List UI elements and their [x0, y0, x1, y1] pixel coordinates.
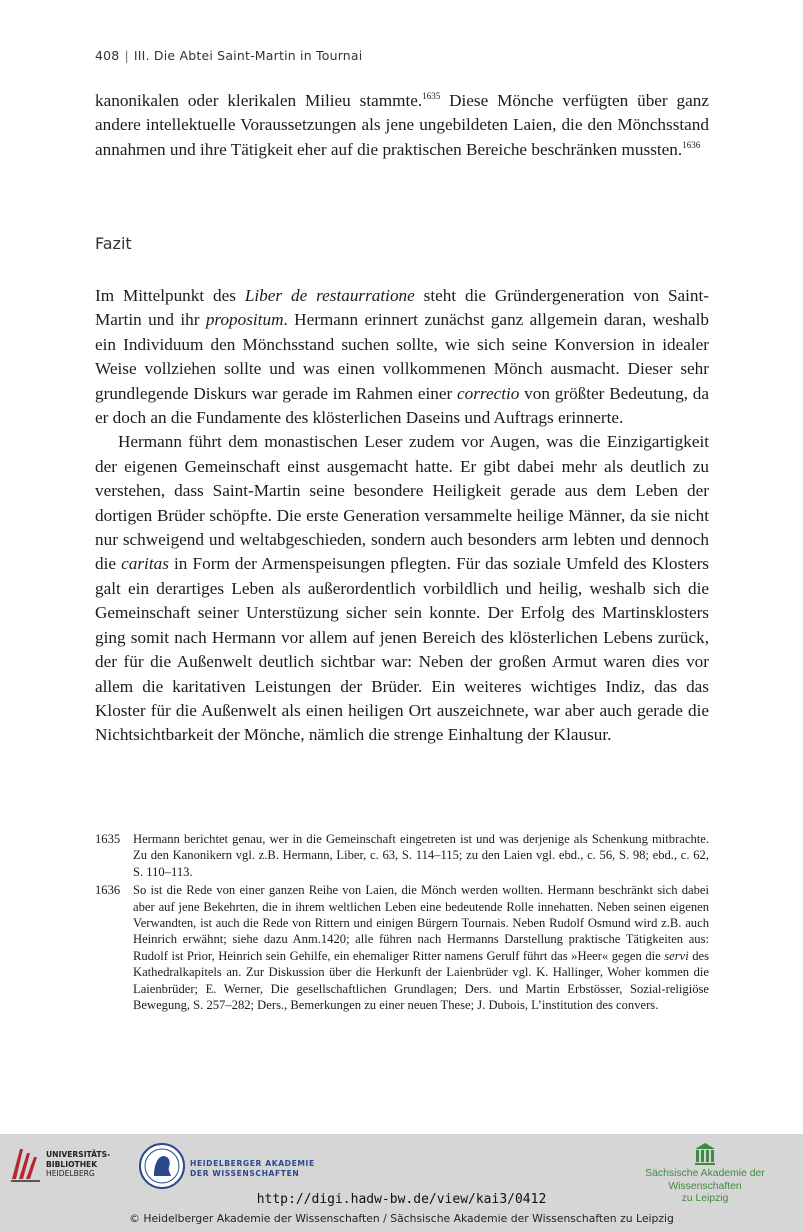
footnote: [95, 882, 709, 1013]
text-run: Im Mittelpunkt des: [95, 286, 245, 305]
footnotes: [95, 831, 709, 1015]
italic-term: correctio: [457, 383, 520, 403]
text-run: steht die Gründergeneration von Saint-Martin und ihr: [95, 286, 710, 330]
footnote-ref-1636[interactable]: 1636: [682, 139, 701, 150]
intro-text-2: Diese Mönche verfügten über ganz andere intellektuelle Voraussetzungen als jene ungebildeten Laien, die den Mönchsstand annahmen und ihre Tätigkeit eher auf die praktischen Bereiche beschränken mussten.: [95, 91, 710, 159]
text-run: von größter Bedeutung, da er doch an die Fundamente des klösterlichen Daseins und Auftrags erinnerte.: [95, 383, 709, 428]
footnote-number: 1635: [95, 832, 121, 846]
hadw-logo[interactable]: [138, 1142, 338, 1194]
footnote-text: [133, 831, 709, 880]
header-separator: |: [124, 48, 129, 63]
italic-term: servi: [664, 948, 689, 963]
footer-bar: [0, 1134, 803, 1232]
saw-building-icon: [694, 1142, 716, 1166]
italic-title: Liber de restaurratione: [244, 286, 415, 305]
ub-line: UNIVERSITÄTS-: [46, 1150, 111, 1159]
academy-seal-icon: [138, 1142, 186, 1190]
text-run: des Kathedralkapitels an. Zur Diskussion über die Herkunft der Laienbrüder vgl. K. Hallinger, Woher kommen die Laienbrüder; E. Werner, Die gesellschaftlichen Grundlagen; Ders. und Martin Erbstösser, Sozial-religiöse Bewegung, S. 257–282; Ders., Bemerkungen zu einer neuen These; J. Dubois, L’institution des convers.: [133, 948, 709, 1013]
chapter-title: III. Die Abtei Saint-Martin in Tournai: [133, 48, 363, 63]
paragraph-2: [95, 430, 709, 747]
hadw-logo-text: [190, 1159, 315, 1179]
copyright-notice: © Heidelberger Akademie der Wissenschaften / Sächsische Akademie der Wissenschaften zu Leipzig: [129, 1212, 674, 1225]
saw-line: zu Leipzig: [681, 1193, 729, 1205]
footnote-number: 1636: [95, 883, 121, 898]
section-heading: Fazit: [95, 234, 132, 253]
ub-logo-text: [46, 1150, 110, 1179]
text-run: Hermann führt dem monastischen Leser zudem vor Augen, was die Einzigartigkeit der eigenen Gemeinschaft einst ausgemacht hatte. Er gibt dabei mehr als deutlich zu verstehen, dass Saint-Martin seine besondere Heiligkeit gerade aus dem Leben der dortigen Brüder schöpfte. Die erste Generation versammelte heilige Männer, da sie nicht nur schweigend und weltabgeschieden, sondern auch besonders arm lebten und dennoch die: [95, 432, 709, 574]
ub-logo-icon: [10, 1143, 44, 1183]
hadw-line: HEIDELBERGER AKADEMIE: [190, 1159, 315, 1168]
footnote-ref-1635[interactable]: 1635: [422, 91, 441, 101]
saw-line: Sächsische Akademie der Wissenschaften: [645, 1168, 765, 1192]
intro-paragraph: [95, 89, 709, 162]
text-run: Hermann berichtet genau, wer in die Gemeinschaft eingetreten ist und was derjenige als Schenkung mitbrachte. Zu den Kanonikern vgl. z.B. Hermann, Liber, c. 63, S. 114–115; zu den Laien vgl. ebd., c. 56, S. 98; ebd., c. 62, S. 110–113.: [133, 832, 709, 879]
running-header: [95, 48, 715, 63]
text-run: So ist die Rede von einer ganzen Reihe von Laien, die Mönch werden wollten. Hermann beschränkt sich dabei aber auf jene Bekehrten, die in ihrem weltlichen Leben eine bedeutende Rolle innehatten. Neben seinen eigenen Verwandten, ist auch die Rede von Rittern und einigen Bürgern Tournais. Neben Rudolf Osmund wird z.B. auch Heinrich erwähnt; siehe dazu Anm.1420; alle führen nach Hermanns Darstellung praktische Tätigkeiten aus: Rudolf ist Prior, Heinrich sein Gehilfe, ein ehemaliger Ritter namens Gerulf führt das »Heer« gegen die: [133, 883, 709, 963]
main-text: [95, 284, 709, 748]
paragraph-1: [95, 284, 709, 430]
ub-line: BIBLIOTHEK: [46, 1159, 98, 1169]
page-number: 408: [95, 48, 120, 63]
footnote-text: [133, 882, 709, 1013]
italic-term: caritas: [121, 554, 169, 574]
footnote: [95, 831, 709, 880]
hadw-line: DER WISSENSCHAFTEN: [190, 1169, 300, 1178]
text-run: . Hermann erinnert zunächst ganz allgemein daran, weshalb ein Individuum den Mönchsstand suchen sollte, wie sich seine Konversion in idealer Weise vollziehen sollte und was einen vollkommenen Mönch ausmacht. Dieser sehr grundlegende Diskurs war gerade im Rahmen einer: [95, 310, 709, 403]
ub-line: HEIDELBERG: [46, 1169, 95, 1179]
italic-term: propositum: [205, 310, 284, 330]
intro-text-1: kanonikalen oder klerikalen Milieu stammte.: [95, 91, 423, 110]
text-run: in Form der Armenspeisungen pflegten. Für das soziale Umfeld des Klosters galt ein derartiges Leben als außerordentlich vorbildlich und heilig, weshalb sich die Gemeinschaft seiner Unterstüzung sicher sein konnte. Der Erfolg des Martinsklosters ging somit nach Hermann vor allem auf jenen Bereich des klösterlichen Lebens zurück, der für die Außenwelt deutlich sichtbar war: Neben der großen Armut waren dies vor allem die karitativen Leistungen der Brüder. Ein weiteres wichtiges Indiz, das das Kloster für die Außenwelt als einen heiligen Ort auszeichnete, war aber auch gerade die Nichtsichtbarkeit der Mönche, nämlich die strenge Einhaltung der Klausur.: [95, 554, 709, 745]
ub-heidelberg-logo[interactable]: [10, 1143, 120, 1187]
permalink-url[interactable]: http://digi.hadw-bw.de/view/kai3/0412: [256, 1192, 547, 1207]
